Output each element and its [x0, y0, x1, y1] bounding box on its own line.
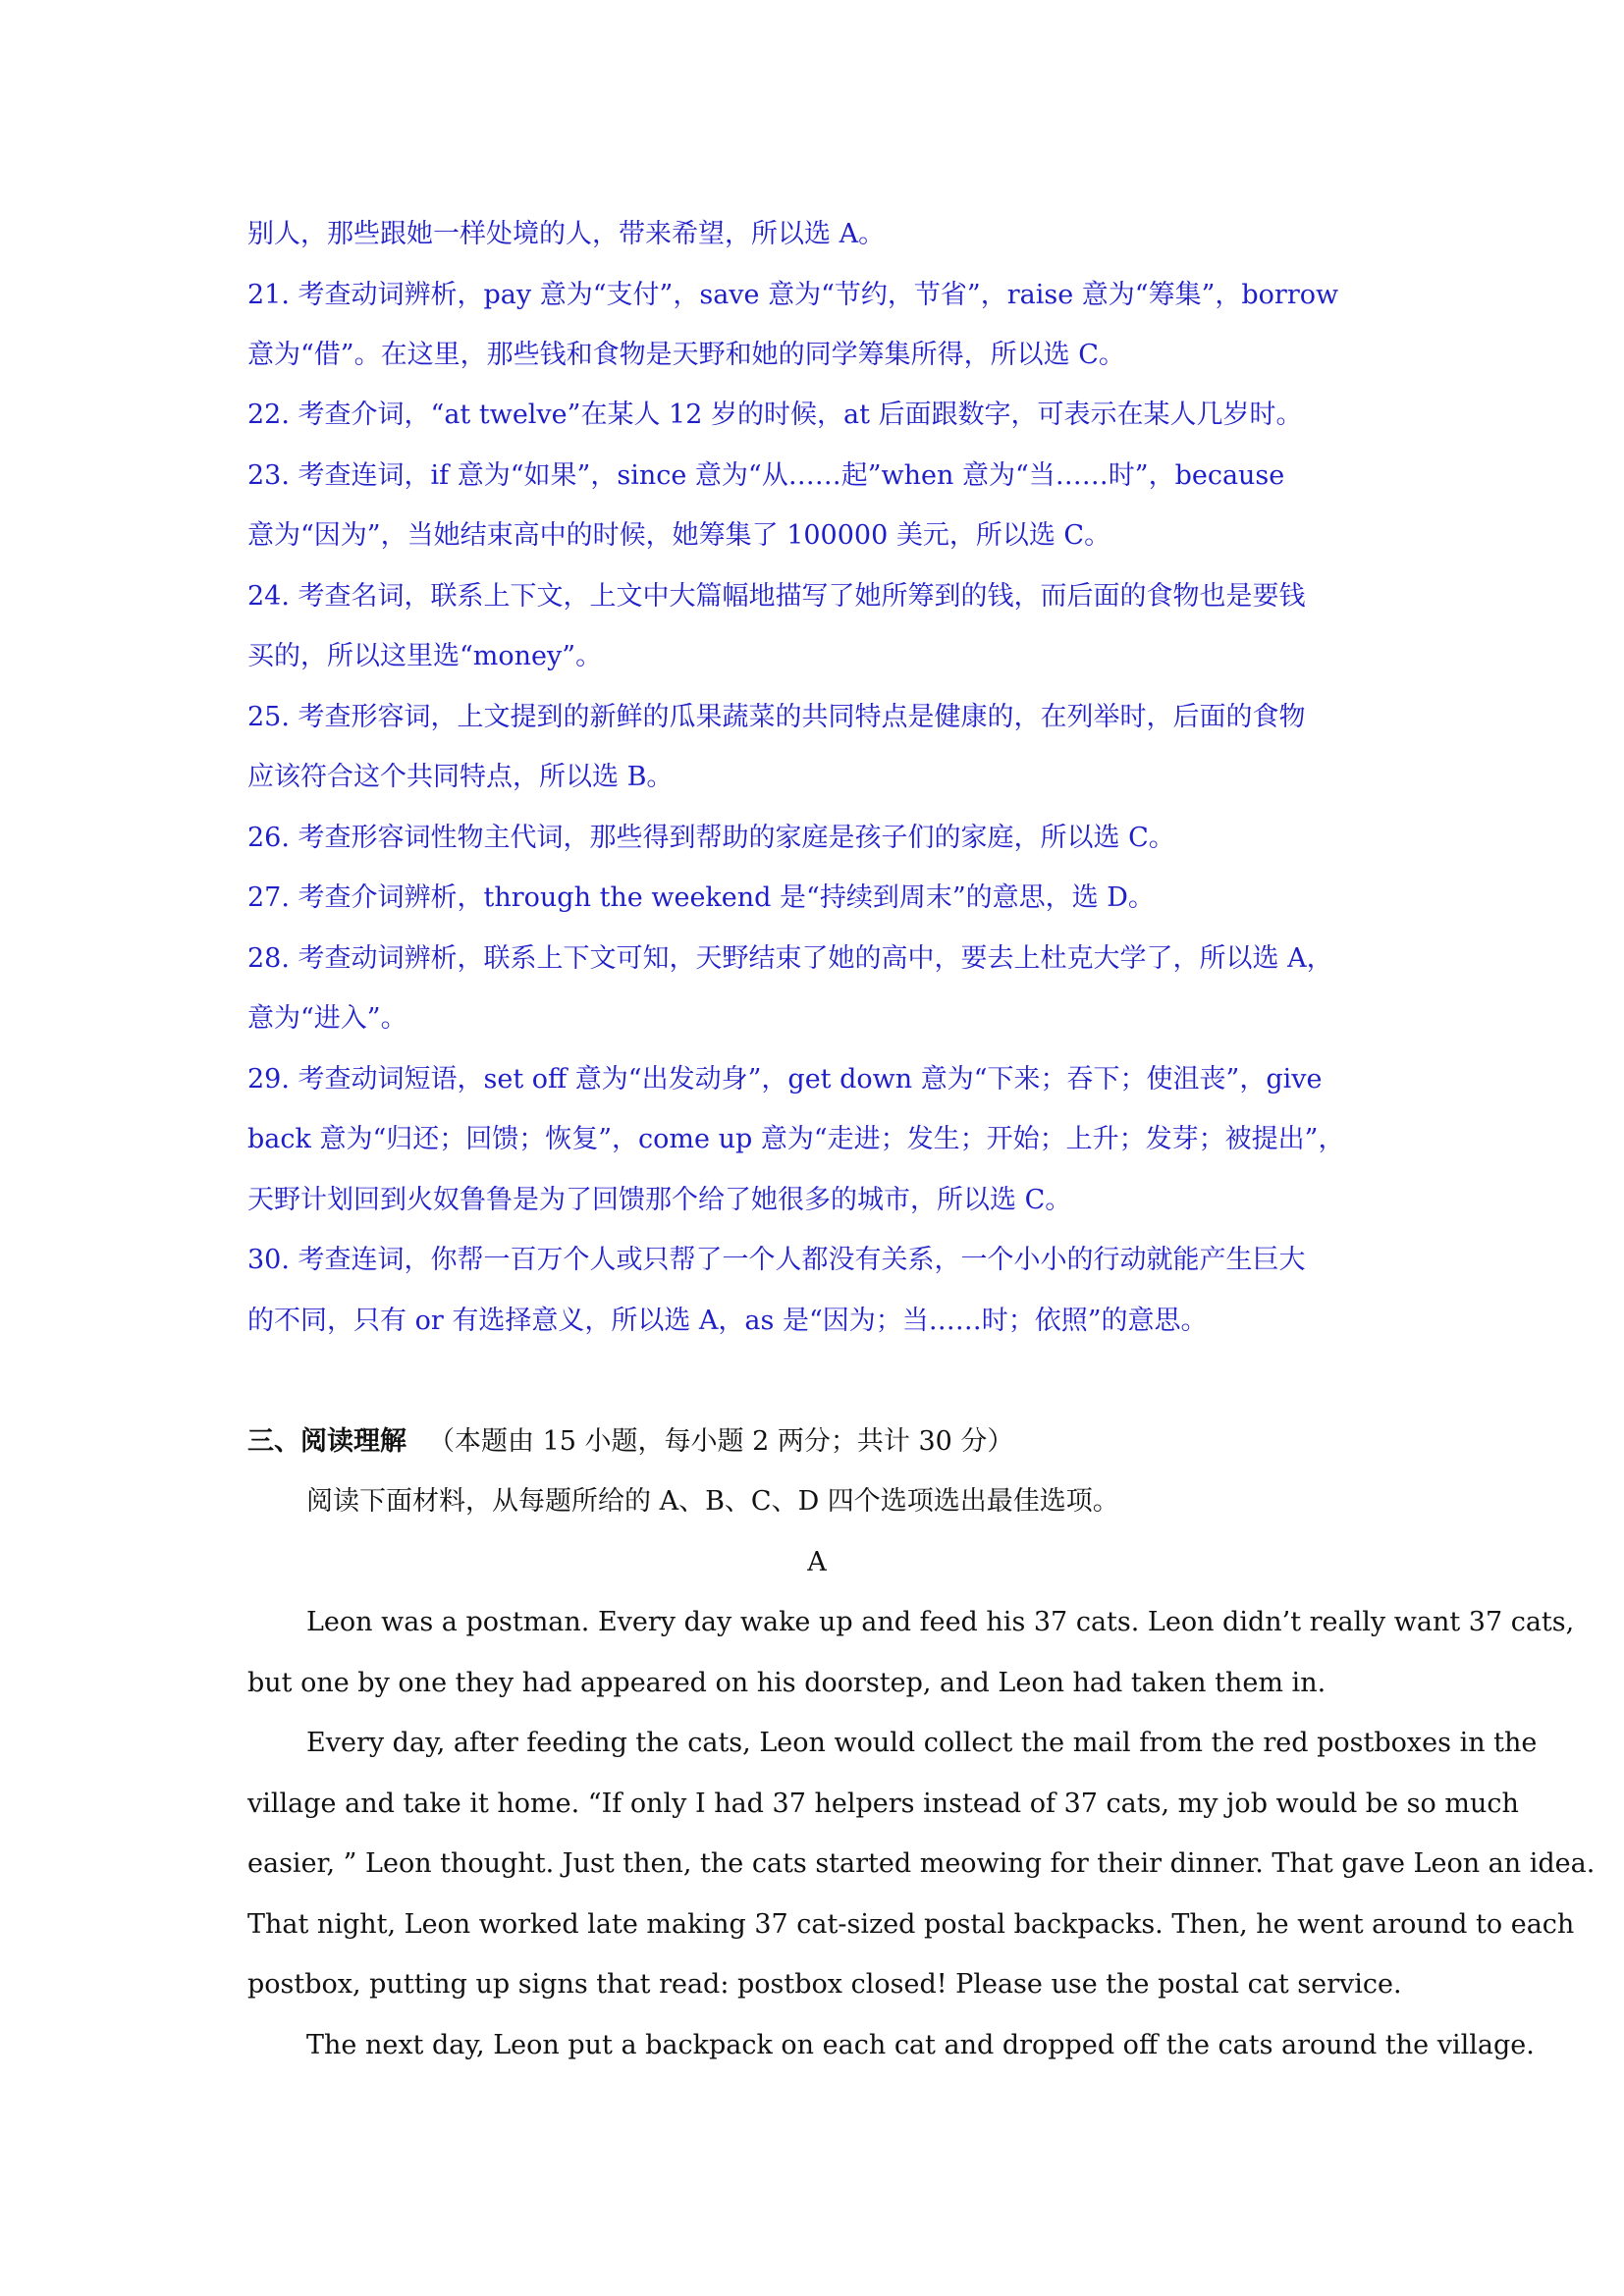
answer-line: 28. 考查动词辨析，联系上下文可知，天野结束了她的高中，要去上杜克大学了，所以选 A，	[247, 943, 1333, 974]
answer-line: 意为“因为”，当她结束高中的时候，她筹集了 100000 美元，所以选 C。	[247, 520, 1111, 551]
passage-line: village and take it home. “If only I had 37 helpers instead of 37 cats, my job would be so much	[247, 1789, 1519, 1819]
passage-line: easier, ” Leon thought. Just then, the cats started meowing for their dinner. That gave Leon an idea.	[247, 1848, 1596, 1879]
answer-line: 25. 考查形容词，上文提到的新鲜的瓜果蔬菜的共同特点是健康的，在列举时，后面的食物	[247, 702, 1306, 732]
passage-line: but one by one they had appeared on his doorstep, and Leon had taken them in.	[247, 1668, 1326, 1698]
passage-line: Leon was a postman. Every day wake up and feed his 37 cats. Leon didn’t really want 37 cats,	[306, 1607, 1575, 1637]
answer-line: 21. 考查动词辨析，pay 意为“支付”，save 意为“节约，节省”，raise 意为“筹集”，borrow	[247, 280, 1339, 310]
section-instruction: 阅读下面材料，从每题所给的 A、B、C、D 四个选项选出最佳选项。	[306, 1486, 1119, 1517]
passage-label: A	[807, 1547, 827, 1577]
answer-line: 应该符合这个共同特点，所以选 B。	[247, 762, 674, 792]
section-note: （本题由 15 小题，每小题 2 两分；共计 30 分）	[428, 1426, 1014, 1457]
section-heading	[247, 1422, 1386, 1462]
answer-line: 22. 考查介词，“at twelve”在某人 12 岁的时候，at 后面跟数字，可表示在某人几岁时。	[247, 400, 1303, 430]
section-title: 三、阅读理解	[247, 1426, 406, 1457]
answer-line: 26. 考查形容词性物主代词，那些得到帮助的家庭是孩子们的家庭，所以选 C。	[247, 823, 1175, 853]
answer-line: 27. 考查介词辨析，through the weekend 是“持续到周末”的意思，选 D。	[247, 882, 1155, 913]
passage-line: Every day, after feeding the cats, Leon would collect the mail from the red postboxes in the	[306, 1728, 1538, 1758]
answer-line: 的不同，只有 or 有选择意义，所以选 A，as 是“因为；当……时；依照”的意思。	[247, 1306, 1208, 1336]
passage-line: That night, Leon worked late making 37 cat-sized postal backpacks. Then, he went around to each	[247, 1909, 1575, 1940]
answer-line: back 意为“归还；回馈；恢复”，come up 意为“走进；发生；开始；上升；发芽；被提出”，	[247, 1124, 1345, 1154]
answer-line: 24. 考查名词，联系上下文，上文中大篇幅地描写了她所筹到的钱，而后面的食物也是要钱	[247, 581, 1306, 612]
answer-line: 意为“进入”。	[247, 1003, 407, 1034]
answer-line: 23. 考查连词，if 意为“如果”，since 意为“从……起”when 意为“当……时”，because	[247, 460, 1285, 491]
passage-line: The next day, Leon put a backpack on each cat and dropped off the cats around the village.	[306, 2030, 1535, 2060]
answer-line: 天野计划回到火奴鲁鲁是为了回馈那个给了她很多的城市，所以选 C。	[247, 1185, 1072, 1215]
passage-line: postbox, putting up signs that read: postbox closed! Please use the postal cat service.	[247, 1969, 1402, 2000]
answer-line: 30. 考查连词，你帮一百万个人或只帮了一个人都没有关系，一个小小的行动就能产生巨大	[247, 1245, 1306, 1275]
answer-line: 买的，所以这里选“money”。	[247, 641, 603, 671]
answer-line: 别人，那些跟她一样处境的人，带来希望，所以选 A。	[247, 219, 886, 249]
answer-line: 29. 考查动词短语，set off 意为“出发动身”，get down 意为“下来；吞下；使沮丧”，give	[247, 1064, 1323, 1095]
answer-line: 意为“借”。在这里，那些钱和食物是天野和她的同学筹集所得，所以选 C。	[247, 340, 1125, 370]
